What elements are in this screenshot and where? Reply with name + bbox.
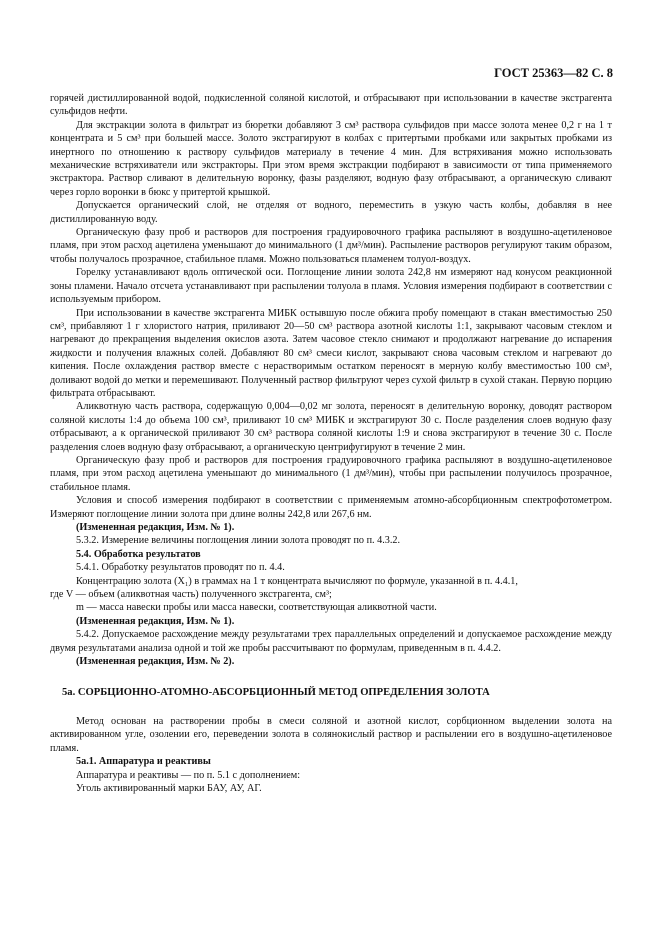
paragraph: Органическую фазу проб и растворов для построения градуировочного графика распыляют в воздушно-ацетиленовое пламя, при этом расход ацетилена уменьшают до минимального (1 дм³/мин), чтобы при распылении получилось прозрачное, стабильное пламя. [50,454,612,493]
paragraph: m — масса навески пробы или масса навески, соответствующая аликвотной части. [76,602,437,614]
paragraph: Аппаратура и реактивы — по п. 5.1 с дополнением: [76,769,301,781]
paragraph: При использовании в качестве экстрагента МИБК остывшую после обжига пробу помещают в стакан вместимостью 250 см³, прибавляют 1 г хлористого натрия, приливают 20—50 см³ раствора азотной кислоты 1:1, закрывают часовым стеклом и нагревают до прекращения выделения окислов азота. Затем часовое стекло снимают и продолжают нагревание до испарения жидкости и получения влажных солей. Добавляют 80 см³ смеси кислот, закрывают снова часовым стеклом и нагревают до кипения. После охлаждения раствор вместе с нерастворимым остатком переносят в мерную колбу вместимостью 100 см³, доливают водой до метки и перемешивают. Полученный раствор фильтруют через сухой фильтр в сухой стакан. Первую порцию фильтрата отбрасывают. [50,307,612,399]
paragraph: Допускается органический слой, не отделяя от водного, переместить в узкую часть колбы, добавляя в нее дистиллированную воду. [50,200,612,225]
amendment-note: (Измененная редакция, Изм. № 2). [76,656,235,668]
paragraph: Метод основан на растворении пробы в смеси соляной и азотной кислот, сорбционном выделении золота на активированном угле, озолении его, переведении золота в солянокислый раствор и распылении его в воздушно-ацетиленовое пламя. [50,715,612,754]
paragraph: Условия и способ измерения подбирают в соответствии с применяемым атомно-абсорбционным спектрофотометром. Измеряют поглощение линии золота при длине волны 242,8 или 267,6 нм. [50,495,612,520]
amendment-note: (Измененная редакция, Изм. № 1). [76,522,235,533]
amendment-note: (Измененная редакция, Изм. № 1). [76,615,235,627]
subsection-heading: 5а.1. Аппаратура и реактивы [76,756,211,768]
clause: 5.4.2. Допускаемое расхождение между результатами трех параллельных определений и допускаемое расхождение между двумя результатами анализа одной и той же пробы рассчитывают по формулам, приведенным в п. 4.4.2. [50,629,612,654]
clause: 5.3.2. Измерение величины поглощения линии золота проводят по п. 4.3.2. [76,535,401,547]
page-header: ГОСТ 25363—82 С. 8 [494,66,613,80]
section-title: 5а. СОРБЦИОННО-АТОМНО-АБСОРБЦИОННЫЙ МЕТОД ОПРЕДЕЛЕНИЯ ЗОЛОТА [62,687,490,699]
paragraph: где V — объем (аликвотная часть) полученного экстрагента, см³; [50,589,332,601]
paragraph: Концентрацию золота (X₁) в граммах на 1 т концентрата вычисляют по формуле, указанной в п. 4.4.1, [76,575,518,587]
subsection-heading: 5.4. Обработка результатов [76,548,201,560]
document-body [50,92,612,795]
clause: 5.4.1. Обработку результатов проводят по п. 4.4. [76,562,285,574]
paragraph: Для экстракции золота в фильтрат из бюретки добавляют 3 см³ раствора сульфидов при массе золота менее 0,2 г на 1 т концентрата и 5 см³ при большей массе. Золото экстрагируют в колбах с притертыми пробками или закрытых пробками из инертного по отношению к раствору сульфидов материалу в течение 4 мин. Для встряхивания можно использовать механические встряхиватели или экстракторы. При этом время экстракции подбирают в зависимости от типа применяемого экстрактора. Раствор сливают в делительную воронку, фазы разделяют, водную фазу отбрасывают, а органическую сливают через горло воронки в бюкс у притертой крышкой. [50,119,612,198]
paragraph: Горелку устанавливают вдоль оптической оси. Поглощение линии золота 242,8 нм измеряют над конусом реакционной зоны пламени. Начало отсчета устанавливают при распылении толуола в пламя. Условия измерения подбирают в соответствии с используемым прибором. [50,267,612,306]
paragraph: горячей дистиллированной водой, подкисленной соляной кислотой, и отбрасывают при использовании в качестве экстрагента сульфидов нефти. [50,93,612,118]
paragraph: Органическую фазу проб и растворов для построения градуировочного графика распыляют в воздушно-ацетиленовое пламя, при этом расход ацетилена уменьшают до минимального (1 дм³/мин). Распыление растворов регулируют таким образом, чтобы получалось прозрачное, стабильное пламя. Можно пользоваться пламенем толуол-воздух. [50,227,612,265]
paragraph: Уголь активированный марки БАУ, АУ, АГ. [76,782,262,794]
paragraph: Аликвотную часть раствора, содержащую 0,004—0,02 мг золота, переносят в делительную воронку, доводят раствором соляной кислоты 1:4 до объема 100 см³, приливают 10 см³ МИБК и экстрагируют 30 с. После разделения слоев водную фазу отбрасывают, а к органической приливают 30 см³ раствора соляной кислоты 1:9 и снова экстрагируют в течение 30 с. После разделения слоев водную фазу отбрасывают, а органическую центрифугируют в течение 2 мин. [50,401,612,453]
